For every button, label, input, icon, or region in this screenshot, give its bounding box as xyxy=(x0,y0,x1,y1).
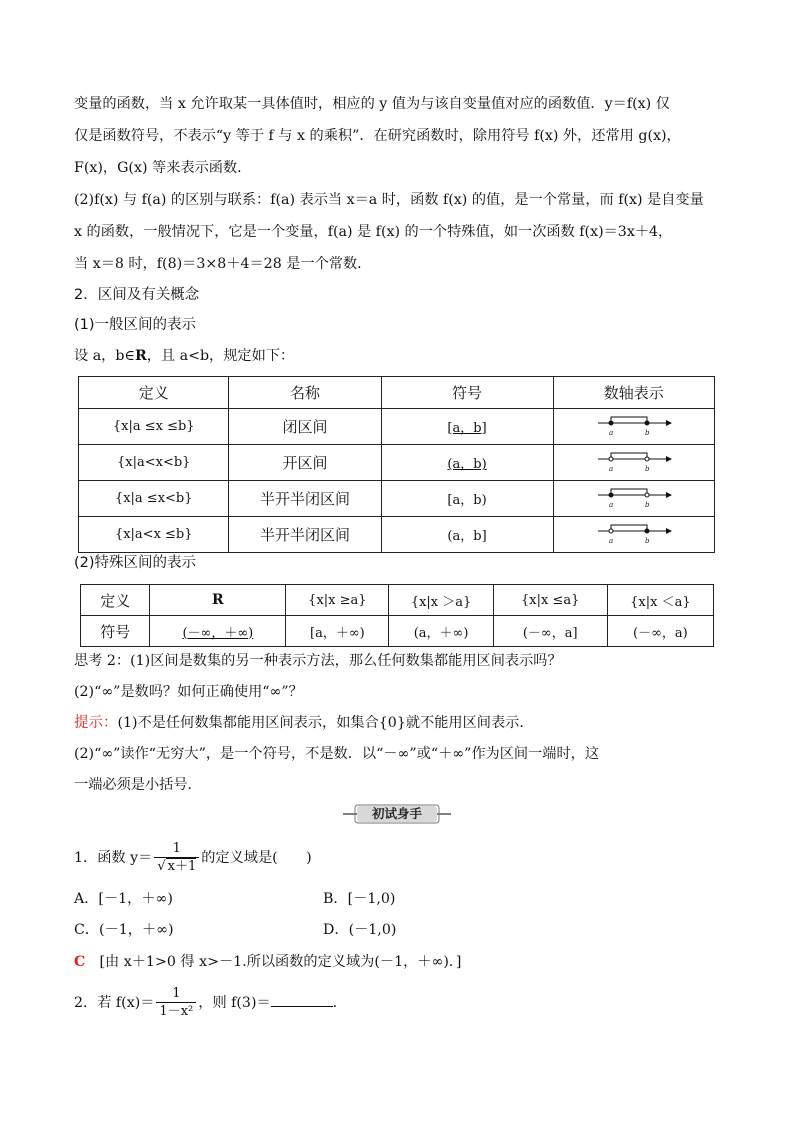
right-endpoint xyxy=(645,421,649,425)
q1-radicand: x＋1 xyxy=(167,858,197,874)
hint-line xyxy=(74,713,534,733)
think-question-2: (2)“∞”是数吗？如何正确使用“∞”？ xyxy=(74,684,303,700)
section-banner xyxy=(343,804,451,824)
interval-bracket xyxy=(611,489,647,495)
q1-explanation: [由 x＋1>0 得 x>－1.所以函数的定义域为(－1，＋∞)．] xyxy=(99,954,462,970)
sqrt-sign-icon: √ xyxy=(157,858,166,874)
row-definition: {x|a<x<b} xyxy=(79,445,229,481)
axis-label-b: b xyxy=(644,428,650,437)
row-label: 定义 xyxy=(81,585,150,616)
table-row xyxy=(81,616,714,647)
q2-numerator: 1 xyxy=(156,986,196,1003)
q1-suffix: 的定义域是( ) xyxy=(201,850,312,866)
left-endpoint xyxy=(609,421,613,425)
table-row xyxy=(79,481,715,517)
q1-denominator xyxy=(154,858,199,876)
q1-option-b: B．[－1,0) xyxy=(323,891,396,907)
def-cell: {x|x ≥a} xyxy=(286,585,389,616)
def-cell: {x|x ≤a} xyxy=(493,585,607,616)
row-number-line xyxy=(553,409,714,445)
axis-arrow-icon xyxy=(666,528,672,534)
row-symbol: (a，b] xyxy=(381,517,553,553)
header-number-line: 数轴表示 xyxy=(553,377,714,409)
row-name: 闭区间 xyxy=(229,409,381,445)
def-cell: {x|x ＞a} xyxy=(389,585,493,616)
right-endpoint xyxy=(645,529,649,533)
row-definition: {x|a<x ≤b} xyxy=(79,517,229,553)
symbol-cell: [a，＋∞) xyxy=(286,616,389,647)
row-symbol: (a，b) xyxy=(381,445,553,481)
q1-option-c: C．(－1，＋∞) xyxy=(74,922,174,938)
interval-bracket xyxy=(611,417,647,423)
row-label: 符号 xyxy=(81,616,150,647)
def-cell: R xyxy=(150,585,286,616)
row-definition: {x|a ≤x<b} xyxy=(79,481,229,517)
row-symbol: [a，b] xyxy=(381,409,553,445)
axis-label-b: b xyxy=(644,536,650,545)
text-line: F(x)，G(x) 等来表示函数． xyxy=(74,160,252,176)
q1-answer: C xyxy=(74,954,86,970)
header-definition: 定义 xyxy=(79,377,229,409)
axis-arrow-icon xyxy=(666,456,672,462)
question-1 xyxy=(74,838,312,878)
q2-denominator: 1－x² xyxy=(159,1003,194,1019)
text-line: 仅是函数符号，不表示“y 等于 f 与 x 的乘积”．在研究函数时，除用符号 f(x) 外，还常用 g(x)， xyxy=(74,128,681,144)
row-definition: {x|a ≤x ≤b} xyxy=(79,409,229,445)
axis-arrow-icon xyxy=(666,492,672,498)
right-endpoint xyxy=(645,493,649,497)
text-line: 变量的函数，当 x 允许取某一具体值时，相应的 y 值为与该自变量值对应的函数值．y＝f(x) 仅 xyxy=(74,96,670,112)
table-header-row xyxy=(79,377,715,409)
axis-label-b: b xyxy=(644,500,650,509)
row-number-line xyxy=(553,481,714,517)
symbol-cell: (a，＋∞) xyxy=(389,616,493,647)
number-line-icon xyxy=(594,484,674,510)
q1-option-a: A．[－1，＋∞) xyxy=(74,891,173,907)
q2-answer-blank[interactable] xyxy=(271,992,333,1007)
number-line-icon xyxy=(594,448,674,474)
interval-bracket xyxy=(611,453,647,459)
row-name: 半开半闭区间 xyxy=(229,517,381,553)
section-title: 2．区间及有关概念 xyxy=(74,287,200,303)
text-line: x 的函数，一般情况下，它是一个变量，f(a) 是 f(x) 的一个特殊值，如一次函数 f(x)＝3x＋4， xyxy=(74,224,673,240)
row-symbol: [a，b) xyxy=(381,481,553,517)
table-row xyxy=(81,585,714,616)
subsection-title: (2)特殊区间的表示 xyxy=(74,555,197,571)
interval-table xyxy=(78,376,715,553)
intro-line xyxy=(74,346,294,366)
text-line: (2)f(x) 与 f(a) 的区别与联系：f(a) 表示当 x＝a 时，函数 f(x) 的值，是一个常量，而 f(x) 是自变量 xyxy=(74,192,704,208)
special-interval-table xyxy=(80,584,714,647)
intro-text-b: ，且 a<b，规定如下： xyxy=(146,348,295,364)
q2-suffix: . xyxy=(332,995,338,1011)
hint-label: 提示： xyxy=(74,715,118,731)
real-set-symbol: R xyxy=(134,348,147,364)
q1-option-d: D．(－1,0) xyxy=(323,922,397,938)
symbol-cell: (－∞，a) xyxy=(607,616,713,647)
q1-numerator: 1 xyxy=(154,841,199,858)
interval-bracket xyxy=(611,525,647,531)
q2-mid: ，则 f(3)＝ xyxy=(198,995,271,1011)
left-endpoint xyxy=(609,529,613,533)
header-symbol: 符号 xyxy=(381,377,553,409)
axis-label-a: a xyxy=(608,500,613,509)
hint-answer-1: (1)不是任何数集都能用区间表示，如集合{0}就不能用区间表示． xyxy=(117,715,534,731)
text-line: 当 x＝8 时，f(8)＝3×8＋4＝28 是一个常数． xyxy=(74,256,372,272)
symbol-cell: (－∞，a] xyxy=(493,616,607,647)
left-endpoint xyxy=(609,457,613,461)
table-row xyxy=(79,409,715,445)
banner-title: 初试身手 xyxy=(357,806,437,822)
q1-answer-line xyxy=(74,952,461,972)
intro-text-a: 设 a，b∈ xyxy=(74,348,135,364)
row-name: 开区间 xyxy=(229,445,381,481)
table-row xyxy=(79,517,715,553)
q2-prefix: 2．若 f(x)＝ xyxy=(74,995,155,1011)
row-number-line xyxy=(553,517,714,553)
right-endpoint xyxy=(645,457,649,461)
row-name: 半开半闭区间 xyxy=(229,481,381,517)
axis-label-a: a xyxy=(608,536,613,545)
header-name: 名称 xyxy=(229,377,381,409)
subsection-title: (1)一般区间的表示 xyxy=(74,317,197,333)
hint-answer-2-cont: 一端必须是小括号． xyxy=(74,777,202,793)
row-number-line xyxy=(553,445,714,481)
q2-fraction xyxy=(156,986,196,1021)
think-question-1: 思考 2：(1)区间是数集的另一种表示方法，那么任何数集都能用区间表示吗？ xyxy=(74,653,562,669)
left-endpoint xyxy=(609,493,613,497)
axis-label-a: a xyxy=(608,464,613,473)
hint-answer-2: (2)“∞”读作“无穷大”，是一个符号，不是数．以“－∞”或“＋∞”作为区间一端时，这 xyxy=(74,746,600,762)
axis-label-a: a xyxy=(608,428,613,437)
q1-prefix: 1．函数 y＝ xyxy=(74,850,153,866)
question-2 xyxy=(74,982,337,1024)
def-cell: {x|x ＜a} xyxy=(607,585,713,616)
number-line-icon xyxy=(594,520,674,546)
axis-arrow-icon xyxy=(666,420,672,426)
axis-label-b: b xyxy=(644,464,650,473)
q1-fraction xyxy=(154,841,199,876)
table-row xyxy=(79,445,715,481)
symbol-cell: (－∞，＋∞) xyxy=(150,616,286,647)
number-line-icon xyxy=(594,412,674,438)
